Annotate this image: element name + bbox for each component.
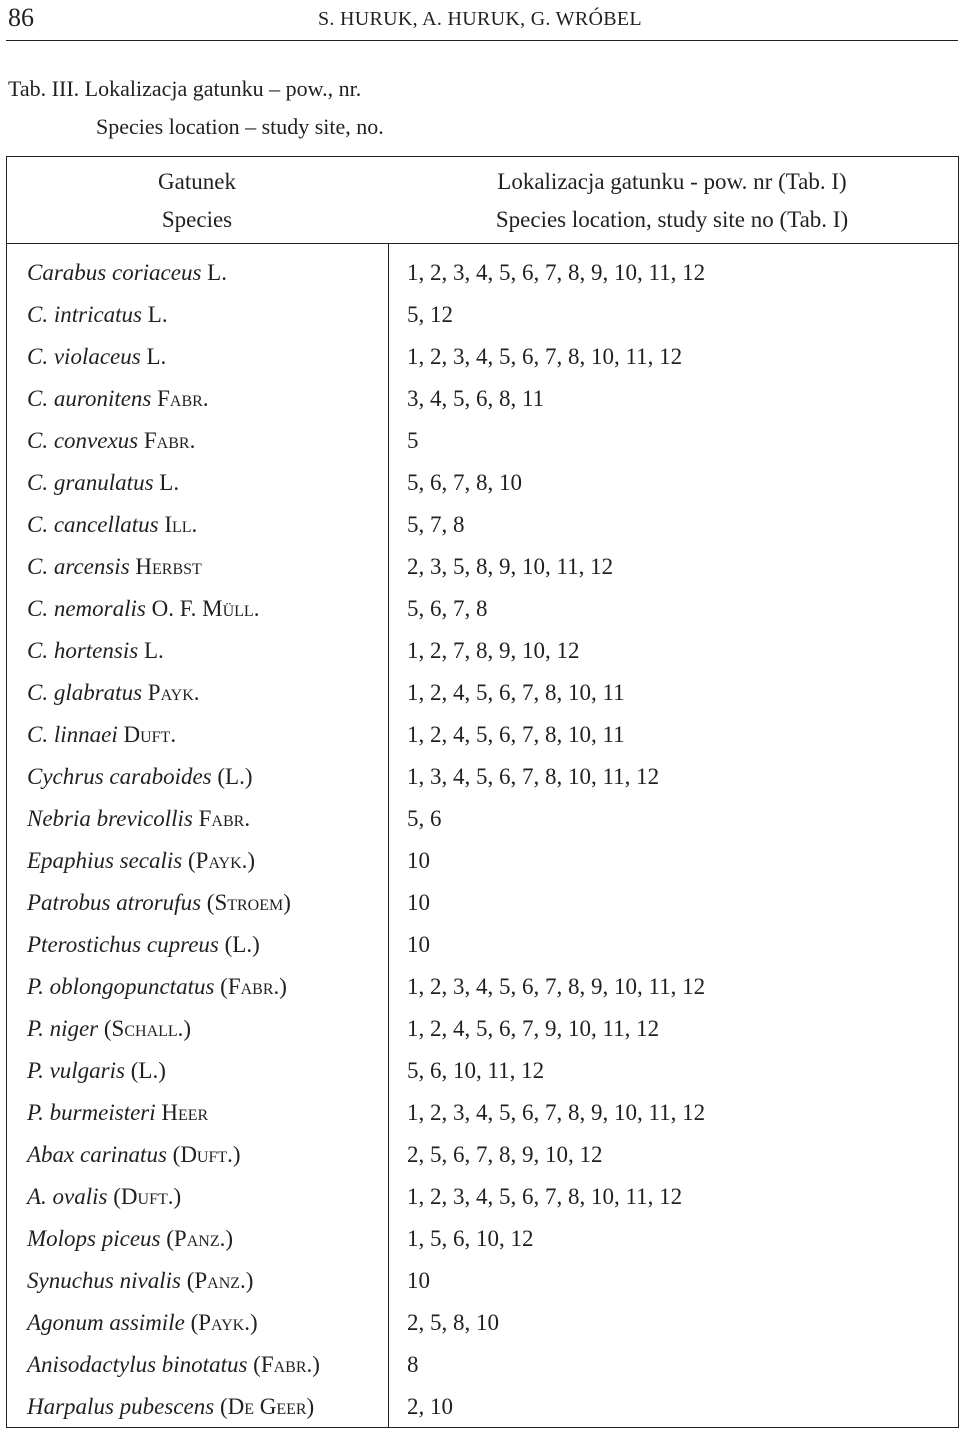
species-name: P. niger xyxy=(27,1016,99,1041)
species-name: C. auronitens xyxy=(27,386,152,411)
species-name: Agonum assimile xyxy=(27,1310,185,1335)
table-row xyxy=(7,504,958,546)
species-name: P. vulgaris xyxy=(27,1058,125,1083)
species-cell xyxy=(27,1218,233,1260)
species-author: (Panz.) xyxy=(166,1226,234,1251)
location-column-header xyxy=(387,157,957,243)
species-cell xyxy=(27,630,164,672)
location-cell: 2, 10 xyxy=(407,1394,453,1419)
location-cell: 5, 6, 10, 11, 12 xyxy=(407,1058,545,1083)
location-cell: 2, 3, 5, 8, 9, 10, 11, 12 xyxy=(407,554,614,579)
table-row xyxy=(7,462,958,504)
species-name: C. arcensis xyxy=(27,554,130,579)
species-cell xyxy=(27,1008,191,1050)
species-cell xyxy=(27,672,200,714)
species-cell xyxy=(27,504,197,546)
location-cell: 5, 7, 8 xyxy=(407,512,465,537)
species-author: Ill. xyxy=(164,512,198,537)
species-cell xyxy=(27,378,209,420)
species-name: Patrobus atrorufus xyxy=(27,890,202,915)
table-row xyxy=(7,924,958,966)
species-author: L. xyxy=(147,302,168,327)
table-row xyxy=(7,714,958,756)
species-cell xyxy=(27,882,291,924)
table-row xyxy=(7,798,958,840)
species-name: Cychrus caraboides xyxy=(27,764,212,789)
species-author: Duft. xyxy=(123,722,177,747)
species-cell xyxy=(27,924,260,966)
location-cell: 10 xyxy=(407,890,430,915)
species-name: C. cancellatus xyxy=(27,512,159,537)
species-column-header xyxy=(7,157,387,243)
species-cell xyxy=(27,588,259,630)
species-author: (Payk.) xyxy=(188,848,256,873)
species-name: C. hortensis xyxy=(27,638,139,663)
location-header-english: Species location, study site no (Tab. I) xyxy=(495,207,849,232)
species-cell xyxy=(27,966,287,1008)
table-row xyxy=(7,1344,958,1386)
table-row xyxy=(7,966,958,1008)
table-row xyxy=(7,1260,958,1302)
species-author: (De Geer) xyxy=(219,1394,315,1419)
species-cell xyxy=(27,1134,241,1176)
species-location-table xyxy=(6,156,959,1428)
species-cell xyxy=(27,294,168,336)
location-header-polish: Lokalizacja gatunku - pow. nr (Tab. I) xyxy=(497,169,847,194)
location-cell: 1, 2, 4, 5, 6, 7, 8, 10, 11 xyxy=(407,680,625,705)
species-cell xyxy=(27,840,255,882)
species-cell xyxy=(27,1260,253,1302)
species-cell xyxy=(27,462,179,504)
species-name: Pterostichus cupreus xyxy=(27,932,219,957)
species-author: (L.) xyxy=(217,764,253,789)
location-cell: 10 xyxy=(407,848,430,873)
page-number: 86 xyxy=(8,3,34,32)
table-row xyxy=(7,1008,958,1050)
location-cell: 1, 2, 3, 4, 5, 6, 7, 8, 9, 10, 11, 12 xyxy=(407,260,706,285)
species-cell xyxy=(27,714,176,756)
location-cell: 2, 5, 6, 7, 8, 9, 10, 12 xyxy=(407,1142,603,1167)
species-author: (L.) xyxy=(130,1058,166,1083)
species-cell xyxy=(27,546,202,588)
species-name: C. convexus xyxy=(27,428,139,453)
species-name: Nebria brevicollis xyxy=(27,806,193,831)
species-name: C. granulatus xyxy=(27,470,154,495)
species-author: L. xyxy=(143,638,164,663)
species-header-english: Species xyxy=(161,207,233,232)
table-row xyxy=(7,294,958,336)
table-row xyxy=(7,756,958,798)
location-cell: 1, 2, 3, 4, 5, 6, 7, 8, 10, 11, 12 xyxy=(407,344,683,369)
location-cell: 1, 2, 3, 4, 5, 6, 7, 8, 9, 10, 11, 12 xyxy=(407,974,706,999)
species-author: (Fabr.) xyxy=(220,974,287,999)
species-author: (Payk.) xyxy=(190,1310,258,1335)
species-name: Abax carinatus xyxy=(27,1142,167,1167)
location-cell: 1, 2, 4, 5, 6, 7, 9, 10, 11, 12 xyxy=(407,1016,660,1041)
table-row xyxy=(7,1134,958,1176)
species-name: C. violaceus xyxy=(27,344,141,369)
table-caption-polish: Tab. III. Lokalizacja gatunku – pow., nr. xyxy=(8,76,362,101)
table-row xyxy=(7,840,958,882)
species-cell xyxy=(27,1386,314,1428)
location-cell: 5, 6, 7, 8 xyxy=(407,596,488,621)
species-cell xyxy=(27,1302,258,1344)
location-cell: 3, 4, 5, 6, 8, 11 xyxy=(407,386,545,411)
species-name: Molops piceus xyxy=(27,1226,161,1251)
species-name: Anisodactylus binotatus xyxy=(27,1352,248,1377)
location-cell: 5 xyxy=(407,428,419,453)
location-cell: 10 xyxy=(407,932,430,957)
table-row xyxy=(7,252,958,294)
species-author: Fabr. xyxy=(198,806,251,831)
running-head: S. HURUK, A. HURUK, G. WRÓBEL xyxy=(318,8,642,30)
location-cell: 1, 5, 6, 10, 12 xyxy=(407,1226,534,1251)
species-author: Payk. xyxy=(147,680,200,705)
table-row xyxy=(7,1386,958,1428)
location-cell: 5, 6, 7, 8, 10 xyxy=(407,470,522,495)
table-row xyxy=(7,1092,958,1134)
species-cell xyxy=(27,1176,181,1218)
table-body xyxy=(7,252,958,1428)
species-cell xyxy=(27,798,250,840)
table-row xyxy=(7,546,958,588)
location-cell: 1, 2, 7, 8, 9, 10, 12 xyxy=(407,638,580,663)
location-cell: 5, 6 xyxy=(407,806,442,831)
species-author: L. xyxy=(207,260,227,285)
species-name: P. oblongopunctatus xyxy=(27,974,215,999)
location-cell: 5, 12 xyxy=(407,302,453,327)
location-cell: 1, 3, 4, 5, 6, 7, 8, 10, 11, 12 xyxy=(407,764,660,789)
table-row xyxy=(7,378,958,420)
species-cell xyxy=(27,420,195,462)
species-author: (Duft.) xyxy=(172,1142,241,1167)
species-name: A. ovalis xyxy=(27,1184,108,1209)
species-name: C. intricatus xyxy=(27,302,143,327)
table-row xyxy=(7,1218,958,1260)
species-author: Fabr. xyxy=(157,386,209,411)
table-header xyxy=(7,157,958,244)
species-author: (Stroem) xyxy=(206,890,291,915)
table-row xyxy=(7,630,958,672)
species-cell xyxy=(27,756,253,798)
species-name: Synuchus nivalis xyxy=(27,1268,181,1293)
table-caption-english: Species location – study site, no. xyxy=(96,114,384,139)
species-name: C. linnaei xyxy=(27,722,118,747)
species-author: Herbst xyxy=(135,554,202,579)
species-name: C. glabratus xyxy=(27,680,143,705)
species-name: P. burmeisteri xyxy=(27,1100,156,1125)
table-row xyxy=(7,672,958,714)
location-cell: 10 xyxy=(407,1268,430,1293)
species-header-polish: Gatunek xyxy=(158,169,236,194)
species-author: L. xyxy=(146,344,167,369)
species-cell xyxy=(27,336,166,378)
species-name: Epaphius secalis xyxy=(27,848,183,873)
location-cell: 8 xyxy=(407,1352,419,1377)
species-author: Heer xyxy=(161,1100,209,1125)
species-name: Harpalus pubescens xyxy=(27,1394,215,1419)
species-author: (Duft.) xyxy=(113,1184,182,1209)
table-row xyxy=(7,1050,958,1092)
species-cell xyxy=(27,1050,166,1092)
species-cell xyxy=(27,1092,208,1134)
species-cell xyxy=(27,252,227,294)
species-author: (Schall.) xyxy=(103,1016,192,1041)
location-cell: 1, 2, 4, 5, 6, 7, 8, 10, 11 xyxy=(407,722,625,747)
table-row xyxy=(7,1176,958,1218)
header-rule xyxy=(6,40,958,41)
species-cell xyxy=(27,1344,320,1386)
location-cell: 1, 2, 3, 4, 5, 6, 7, 8, 10, 11, 12 xyxy=(407,1184,683,1209)
species-author: Fabr. xyxy=(143,428,196,453)
species-author: (L.) xyxy=(224,932,260,957)
table-row xyxy=(7,588,958,630)
location-cell: 2, 5, 8, 10 xyxy=(407,1310,499,1335)
table-row xyxy=(7,336,958,378)
location-cell: 1, 2, 3, 4, 5, 6, 7, 8, 9, 10, 11, 12 xyxy=(407,1100,706,1125)
species-author: O. F. Müll. xyxy=(151,596,260,621)
table-row xyxy=(7,420,958,462)
species-author: (Fabr.) xyxy=(253,1352,320,1377)
table-row xyxy=(7,1302,958,1344)
species-author: (Panz.) xyxy=(186,1268,254,1293)
species-name: C. nemoralis xyxy=(27,596,146,621)
table-row xyxy=(7,882,958,924)
species-author: L. xyxy=(159,470,180,495)
species-name: Carabus coriaceus xyxy=(27,260,202,285)
